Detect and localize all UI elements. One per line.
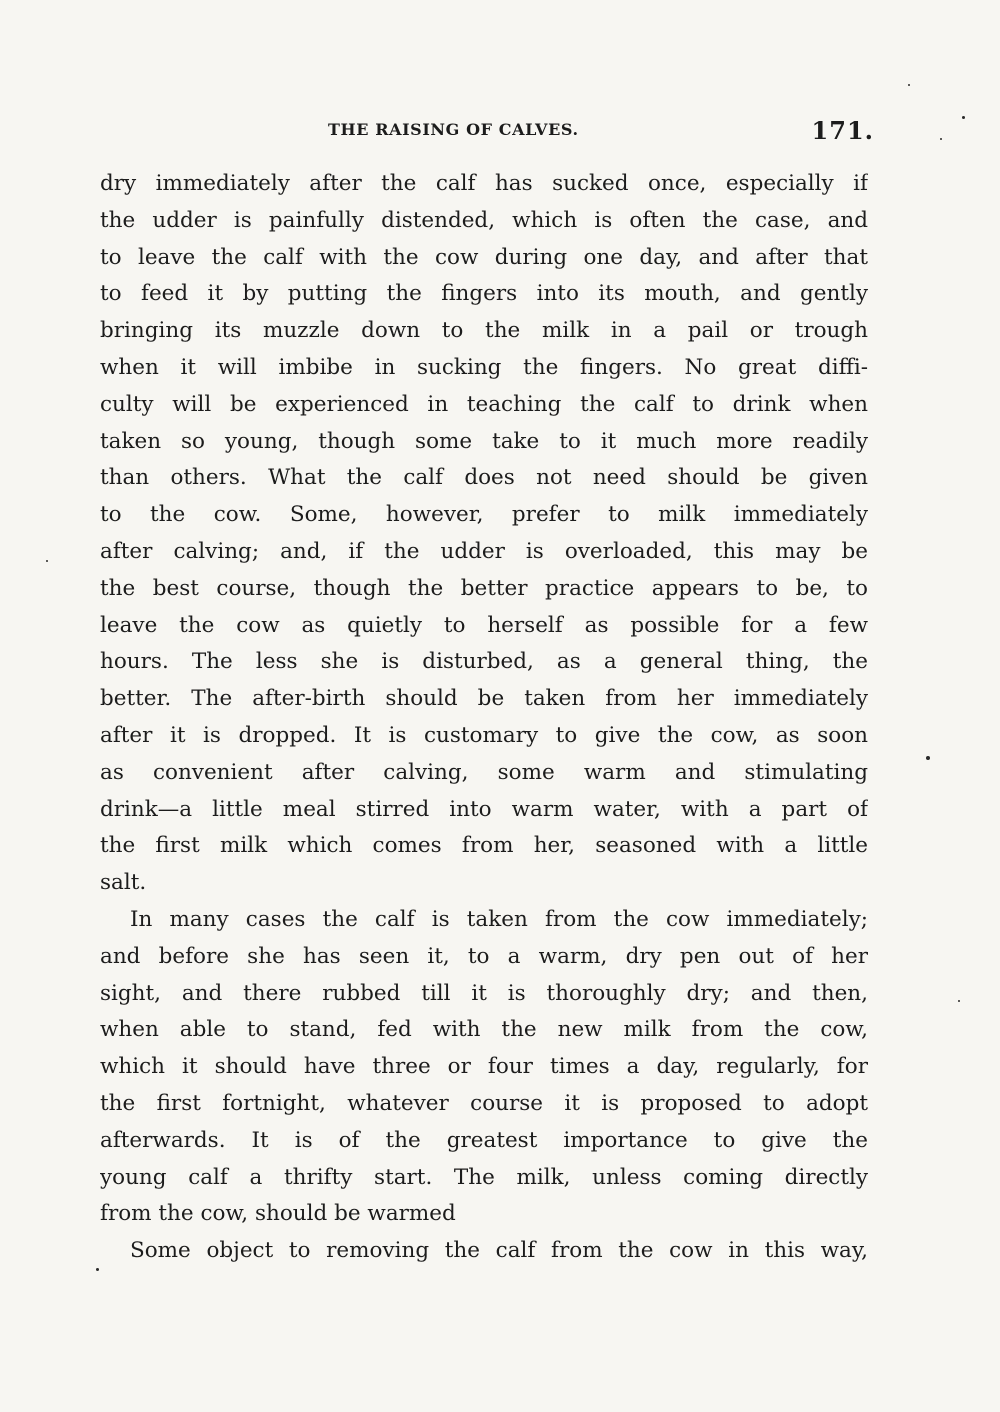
paragraph-start-line: Some object to removing the calf from the cow in this way, [130, 1238, 868, 1264]
paragraph-end-line: salt. [100, 870, 147, 896]
scan-speck [958, 1000, 960, 1002]
text-line: bringing its muzzle down to the milk in a pail or trough [100, 318, 868, 344]
text-line: when it will imbibe in sucking the fingers. No great diffi- [100, 354, 868, 380]
page-number: 171. [811, 116, 874, 145]
text-line: than others. What the calf does not need should be given [100, 465, 868, 491]
text-line: dry immediately after the calf has sucked once, especially if [100, 171, 868, 196]
text-line: leave the cow as quietly to herself as possible for a few [100, 612, 868, 638]
paragraph-start-line: In many cases the calf is taken from the cow immediately; [130, 906, 868, 932]
text-line: young calf a thrifty start. The milk, unless coming directly [100, 1164, 868, 1190]
scan-speck [926, 756, 930, 760]
scan-speck [962, 116, 965, 119]
text-line: the first fortnight, whatever course it is proposed to adopt [100, 1090, 868, 1116]
scan-speck [96, 1268, 99, 1271]
text-line: as convenient after calving, some warm and stimulating [100, 759, 868, 785]
text-line: to leave the calf with the cow during one day, and after that [100, 244, 868, 270]
text-line: sight, and there rubbed till it is thoroughly dry; and then, [100, 980, 868, 1006]
text-line: the udder is painfully distended, which is often the case, and [100, 207, 868, 233]
text-line: culty will be experienced in teaching the calf to drink when [100, 391, 868, 417]
scan-speck [46, 560, 48, 562]
text-line: after calving; and, if the udder is overloaded, this may be [100, 538, 868, 564]
text-line: the first milk which comes from her, seasoned with a little [100, 833, 868, 859]
text-line: better. The after-birth should be taken from her immediately [100, 686, 868, 712]
text-line: afterwards. It is of the greatest importance to give the [100, 1127, 868, 1153]
text-line: to feed it by putting the fingers into its mouth, and gently [100, 281, 868, 307]
text-line: taken so young, though some take to it much more readily [100, 428, 868, 454]
text-line: which it should have three or four times a day, regularly, for [100, 1054, 868, 1080]
running-header [100, 116, 874, 148]
body-text [100, 166, 868, 1270]
text-line: drink—a little meal stirred into warm water, with a part of [100, 796, 868, 822]
text-line: after it is dropped. It is customary to give the cow, as soon [100, 722, 868, 748]
scan-speck [940, 138, 942, 140]
text-line: when able to stand, fed with the new milk from the cow, [100, 1017, 868, 1043]
paragraph-end-line: from the cow, should be warmed [100, 1201, 456, 1227]
running-title: THE RAISING OF CALVES. [328, 120, 579, 139]
text-line: hours. The less she is disturbed, as a general thing, the [100, 649, 868, 675]
scan-speck [908, 84, 910, 86]
text-line: the best course, though the better practice appears to be, to [100, 575, 868, 601]
text-line: and before she has seen it, to a warm, dry pen out of her [100, 943, 868, 969]
text-line: to the cow. Some, however, prefer to milk immediately [100, 502, 868, 528]
